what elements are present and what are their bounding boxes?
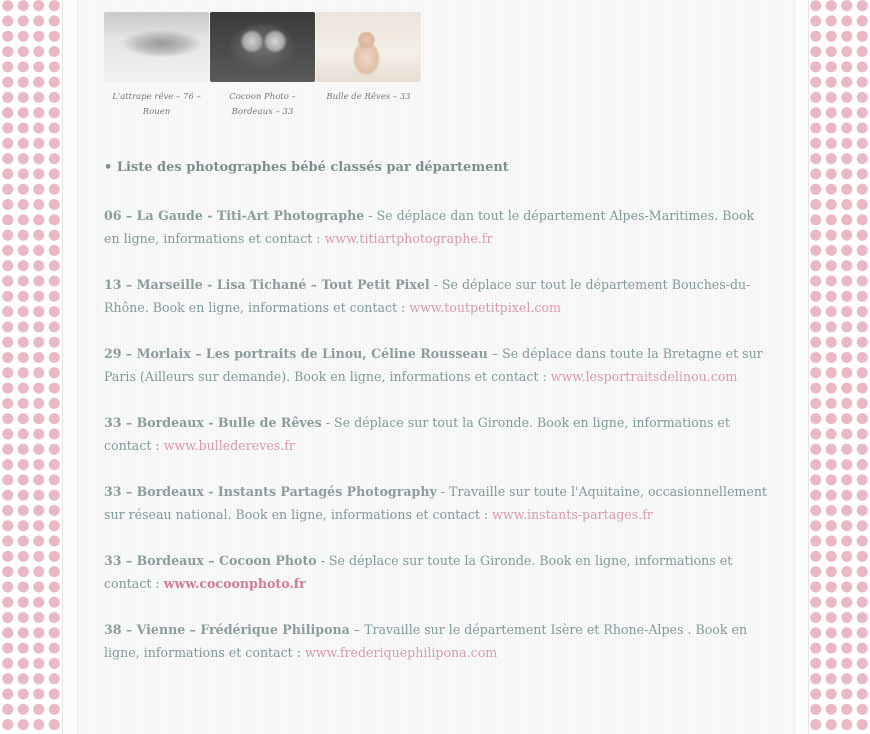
photographer-list (104, 156, 770, 687)
gallery-caption: L'attrape rêve – 76 – Rouen (112, 92, 201, 117)
photographer-website-link[interactable]: www.titiartphotographe.fr (324, 231, 493, 246)
gallery-thumbnail-attrape-reve[interactable] (104, 12, 209, 82)
gallery-thumbnail-cocoon-photo[interactable] (210, 12, 315, 82)
photographer-description: - Se déplace sur tout le département Bouches-du-Rhône. Book en ligne, informations et contact : (104, 277, 751, 315)
photographer-name: 38 – Vienne – Frédérique Philipona (104, 622, 350, 637)
photographer-name: 33 – Bordeaux – Cocoon Photo (104, 553, 317, 568)
list-item (104, 204, 770, 250)
photographer-description: - Se déplace sur tout la Gironde. Book en ligne, informations et contact : (104, 415, 730, 453)
photographer-name: 13 – Marseille - Lisa Tichané – Tout Petit Pixel (104, 277, 430, 292)
polka-dot-border-left (0, 0, 62, 734)
photographer-description: – Travaille sur le département Isère et Rhone-Alpes . Book en ligne, informations et contact : (104, 622, 748, 660)
gallery-caption: Cocoon Photo – Bordeaux – 33 (229, 92, 296, 117)
list-item (104, 411, 770, 457)
photographer-website-link[interactable]: www.instants-partages.fr (492, 507, 653, 522)
photographer-name: 33 – Bordeaux - Instants Partagés Photography (104, 484, 437, 499)
photographer-website-link[interactable]: www.frederiquephilipona.com (304, 645, 498, 660)
photographer-description: - Se déplace sur toute la Gironde. Book en ligne, informations et contact : (104, 553, 733, 591)
list-item (104, 342, 770, 388)
photo-gallery (104, 12, 424, 124)
photographer-name: 29 – Morlaix – Les portraits de Linou, Céline Rousseau (104, 346, 488, 361)
photographer-website-link[interactable]: www.lesportraitsdelinou.com (550, 369, 738, 384)
photographer-website-link[interactable]: www.toutpetitpixel.com (409, 300, 561, 315)
content-frame-left (62, 0, 77, 734)
photographer-name: 33 – Bordeaux - Bulle de Rêves (104, 415, 322, 430)
photographer-website-link[interactable]: www.bulledereves.fr (163, 438, 295, 453)
photographer-description: – Se déplace dans toute la Bretagne et sur Paris (Ailleurs sur demande). Book en ligne, informations et contact : (104, 346, 763, 384)
polka-dot-border-right (808, 0, 870, 734)
photographer-description: - Se déplace dan tout le département Alpes-Maritimes. Book en ligne, informations et contact : (104, 208, 755, 246)
photographer-website-link[interactable]: www.cocoonphoto.fr (163, 576, 306, 591)
list-heading: • Liste des photographes bébé classés par département (104, 160, 509, 175)
list-item (104, 549, 770, 595)
list-item (104, 480, 770, 526)
content-frame-right (794, 0, 809, 734)
photographer-description: - Travaille sur toute l'Aquitaine, occasionnellement sur réseau national. Book en ligne, informations et contact : (104, 484, 767, 522)
list-item (104, 618, 770, 664)
photographer-name: 06 – La Gaude - Titi-Art Photographe (104, 208, 365, 223)
gallery-thumbnail-bulle-de-reves[interactable] (316, 12, 421, 82)
gallery-caption: Bulle de Rêves – 33 (326, 92, 411, 102)
list-item (104, 273, 770, 319)
